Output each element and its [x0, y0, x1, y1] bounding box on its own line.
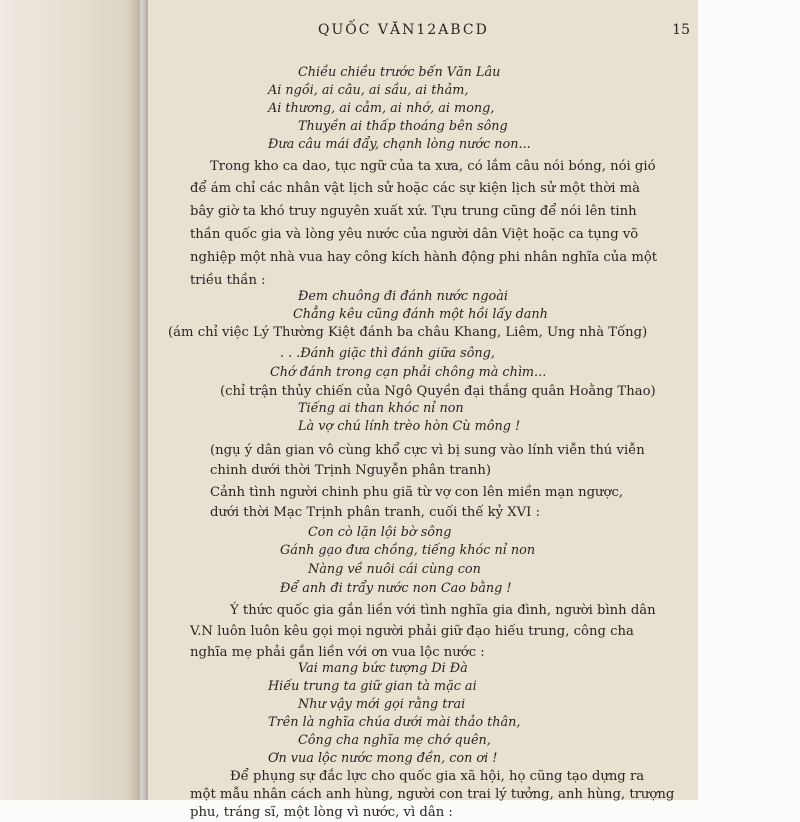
- verse-line: Trên là nghĩa chúa dưới mài thảo thân,: [268, 715, 521, 730]
- body-text-line: Để phụng sự đắc lực cho quốc gia xã hội, họ cũng tạo dựng ra: [230, 769, 645, 784]
- verse-line: Tiếng ai than khóc nỉ non: [298, 401, 464, 416]
- body-text-line: nghiệp một nhà vua hay công kích hành động phi nhân nghĩa của một: [190, 250, 658, 265]
- running-title: QUỐC VĂN12ABCD: [318, 22, 489, 38]
- body-text-line: (ngụ ý dân gian vô cùng khổ cực vì bị sung vào lính viễn thú viễn: [210, 443, 645, 458]
- body-text-line: một mẫu nhân cách anh hùng, người con trai lý tưởng, anh hùng, trượng: [190, 787, 675, 802]
- body-text-line: thần quốc gia và lòng yêu nước của người dân Việt hoặc ca tụng võ: [190, 227, 639, 242]
- body-text-line: bây giờ ta khó truy nguyên xuất xứ. Tựu trung cũng để nói lên tinh: [190, 204, 637, 219]
- verse-line: Hiếu trung ta giữ gian tà mặc ai: [268, 679, 477, 694]
- verse-line: Đưa câu mái đẩy, chạnh lòng nước non...: [268, 137, 531, 152]
- page-number: 15: [672, 22, 690, 38]
- verse-line: Thuyền ai thấp thoáng bên sông: [298, 119, 508, 134]
- verse-line: Để anh đi trẩy nước non Cao bằng !: [280, 581, 512, 596]
- verse-line: Ai thương, ai cảm, ai nhớ, ai mong,: [268, 101, 495, 116]
- body-text-line: dưới thời Mạc Trịnh phân tranh, cuối thế kỷ XVI :: [210, 505, 541, 520]
- verse-line: Như vậy mới gọi rằng trai: [298, 697, 466, 712]
- body-text-line: Ý thức quốc gia gắn liền với tình nghĩa gia đình, người bình dân: [230, 603, 656, 618]
- verse-line: Chớ đánh trong cạn phải chông mà chìm...: [270, 365, 547, 380]
- body-text-line: Trong kho ca dao, tục ngữ của ta xưa, có lắm câu nói bóng, nói gió: [210, 159, 656, 174]
- body-text-line: để ám chỉ các nhân vật lịch sử hoặc các sự kiện lịch sử một thời mà: [190, 181, 640, 196]
- body-text-line: chinh dưới thời Trịnh Nguyễn phân tranh): [210, 463, 492, 478]
- body-text-line: (chỉ trận thủy chiến của Ngô Quyền đại thắng quân Hoằng Thao): [220, 384, 656, 399]
- body-text-line: V.N luôn luôn kêu gọi mọi người phải giữ đạo hiếu trung, công cha: [190, 624, 634, 639]
- verse-line: Con cò lặn lội bờ sông: [308, 525, 452, 540]
- verse-line: Chiều chiều trước bến Văn Lâu: [298, 65, 501, 80]
- body-text-line: triều thần :: [190, 273, 266, 288]
- body-text-line: (ám chỉ việc Lý Thường Kiệt đánh ba châu Khang, Liêm, Ung nhà Tống): [168, 325, 648, 340]
- verse-line: Là vợ chú lính trèo hòn Cù mông !: [298, 419, 521, 434]
- book-gutter: [0, 0, 140, 800]
- verse-line: Đem chuông đi đánh nước ngoài: [298, 289, 508, 304]
- page-header: [148, 22, 698, 46]
- book-page: [148, 0, 698, 820]
- verse-line: Vai mang bức tượng Di Đà: [298, 661, 468, 676]
- body-text-line: phu, tráng sĩ, một lòng vì nước, vì dân :: [190, 805, 453, 820]
- verse-line: Ai ngồi, ai câu, ai sầu, ai thảm,: [268, 83, 469, 98]
- verse-line: Chẳng kêu cũng đánh một hồi lấy danh: [293, 307, 548, 322]
- verse-line: Công cha nghĩa mẹ chớ quên,: [298, 733, 491, 748]
- verse-line: Ơn vua lộc nước mong đền, con ơi !: [268, 751, 498, 766]
- body-text-line: nghĩa mẹ phải gắn liền với ơn vua lộc nước :: [190, 645, 485, 660]
- body-text-line: Cảnh tình người chinh phu giã từ vợ con lên miền mạn ngược,: [210, 485, 624, 500]
- gutter-shadow: [128, 0, 150, 800]
- verse-line: Nàng về nuôi cái cùng con: [308, 562, 481, 577]
- scan-background: [698, 0, 800, 800]
- verse-line: . . .Đánh giặc thì đánh giữa sông,: [280, 346, 495, 361]
- verse-line: Gánh gạo đưa chồng, tiếng khóc nỉ non: [280, 543, 536, 558]
